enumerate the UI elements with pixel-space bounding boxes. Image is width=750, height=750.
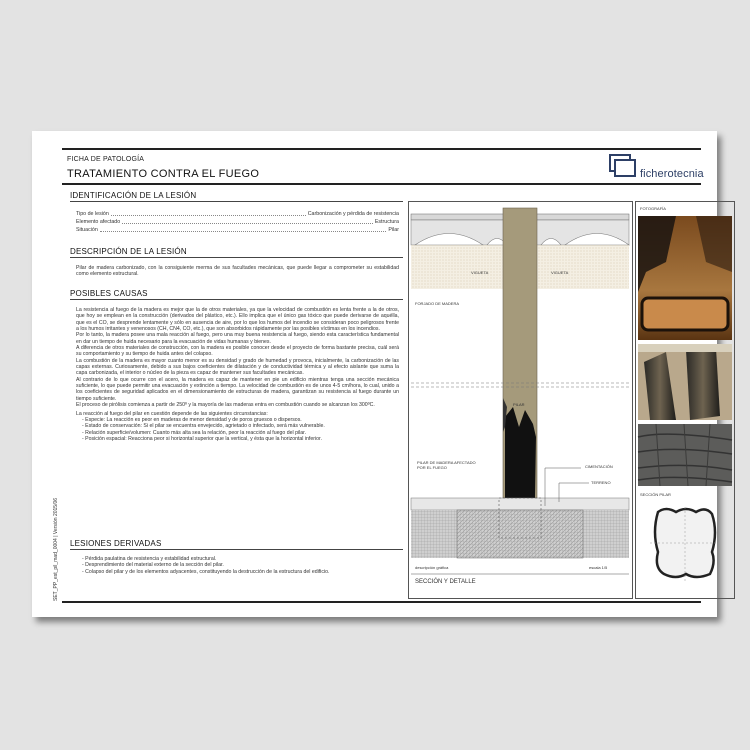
- photos-svg: [636, 202, 734, 598]
- photo-carbon-texture: [638, 424, 732, 486]
- section-heading-descripcion: DESCRIPCIÓN DE LA LESIÓN: [70, 247, 403, 258]
- descripcion-text: Pilar de madera carbonizado, con la consiguiente merma de sus facultades mecánicas, que puede llegar a comprometer su estabilidad como elemento estructural.: [76, 265, 399, 278]
- section-drawing: [409, 202, 632, 598]
- bottom-rule: [62, 601, 701, 603]
- title-rule: [62, 183, 701, 185]
- causas-paragraph: A diferencia de otros materiales de construcción, con la madera es posible conocer desde el proyecto de forma bastante precisa, cuál será su comportamiento y su tiempo de huida antes del colapso.: [76, 345, 399, 358]
- info-row-elemento: [76, 219, 399, 225]
- row-value: Carbonización y pérdida de resistencia: [307, 211, 399, 217]
- lesiones-text: [76, 556, 399, 575]
- row-value: Estructura: [374, 219, 399, 225]
- causas-paragraph: Por lo tanto, la madera posee una mala reacción al fuego, pero una muy buena resistencia al fuego, siendo esta característica fundamental en dar un tiempo de huida necesario para la evacuación de vidas humanas y bienes.: [76, 332, 399, 345]
- pillar-section-sketch: [650, 507, 720, 582]
- photo-column: [635, 201, 735, 599]
- list-item: - Posición espacial: Reacciona peor si horizontal superior que la vertical, y ésta que la horizontal inferior.: [82, 436, 399, 442]
- label-cimentacion: CIMENTACIÓN: [585, 464, 613, 469]
- label-forjado: FORJADO DE MADERA: [415, 301, 460, 306]
- list-item: - Estado de conservación: Si el pilar se encuentra envejecido, agrietado o infectado, será más vulnerable.: [82, 423, 399, 429]
- document-title: TRATAMIENTO CONTRA EL FUEGO: [67, 168, 260, 180]
- row-value: Pilar: [388, 227, 399, 233]
- causas-paragraph: Al contrario de lo que ocurre con el acero, la madera es capaz de mantener en pie un edificio mientras tenga una sección mecánica suficiente, lo que puede permitir una evacuación y extinción a tiempo. La velocidad de combustión es de unos 4-5 cm/hora, lo cual, unido a los coeficientes de seguridad aplicados en el dimensionamiento de estructuras de madera, garantizan su resistencia al fuego durante un tiempo suficiente.: [76, 376, 399, 402]
- list-item: - Desprendimiento del material externo de la sección del pilar.: [82, 562, 399, 568]
- list-item: - Relación superficie/volumen: Cuanto más alta sea la relación, peor la reacción al fuego del pilar.: [82, 430, 399, 436]
- section-drawing-frame: [408, 201, 633, 599]
- sheet-type-label: FICHA DE PATOLOGÍA: [67, 156, 145, 163]
- label-terreno: TERRENO: [591, 480, 611, 485]
- causas-paragraph: El proceso de pirólisis comienza a partir de 250º y la mayoría de las maderas entra en combustión cuando se alcanzan los 300ºC.: [76, 402, 375, 409]
- causas-paragraph: La resistencia al fuego de la madera es mejor que la de otros materiales, ya que la velocidad de combustión es lenta frente a la de otros, que hoy se emplean en la construcción (derivados del plástico, etc.). Ello implica que el único gas tóxico que puede derivarse de aquélla, que es el CO, se desprende lentamente y sólo en ausencia de aire, por lo que los humos del incendio se consideran poco peligrosos frente a los humos irritantes y venenosos (CH, CN4, CO, etc.), que son absorbidos rápidamente por las posibles víctimas en los incendios.: [76, 307, 399, 333]
- list-item: - Especie: La reacción es peor en maderas de menor densidad y de poros gruesos o dispersos.: [82, 417, 399, 423]
- info-row-tipo: [76, 211, 399, 217]
- section-heading-causas: POSIBLES CAUSAS: [70, 289, 403, 300]
- logo-text: ficherotecnia: [640, 168, 704, 180]
- causas-paragraph: La reacción al fuego del pilar en cuestión depende de las siguientes circunstancias:: [76, 410, 268, 417]
- label-escala: escala 1/5: [589, 565, 608, 570]
- info-row-situacion: [76, 227, 399, 233]
- row-label: Elemento afectado: [76, 219, 121, 225]
- section-heading-identificacion: IDENTIFICACIÓN DE LA LESIÓN: [70, 191, 403, 202]
- photo-charred-timber: [638, 344, 732, 420]
- section-heading-lesiones: LESIONES DERIVADAS: [70, 539, 403, 550]
- label-pilar: PILAR: [513, 402, 525, 407]
- document-sheet: [32, 131, 717, 617]
- label-fotografia: FOTOGRAFÍA: [640, 206, 666, 211]
- causas-list: [76, 417, 399, 442]
- row-label: Tipo de lesión: [76, 211, 109, 217]
- left-column: [70, 189, 406, 609]
- label-vigueta-right: VIGUETA: [551, 270, 569, 275]
- label-vigueta-left: VIGUETA: [471, 270, 489, 275]
- list-item: - Pérdida paulatina de resistencia y estabilidad estructural.: [82, 556, 399, 562]
- label-descripcion-grafica: descripción gráfica: [415, 565, 449, 570]
- causas-paragraph: La combustión de la madera es mayor cuanto menor es su densidad y grado de humedad y provoca, inicialmente, la carbonización de las capas externas. Curiosamente, debido a sus bajos coeficientes de dilatación y de conductividad térmica y al efecto aislante que suma la capa carbonizada, el interior o núcleo de la pieza es capaz de mantener sus facultades mecánicas.: [76, 357, 399, 377]
- label-seccion-pilar: SECCIÓN PILAR: [640, 492, 671, 497]
- photo-burnt-beam: [638, 216, 732, 340]
- drawing-caption: SECCIÓN Y DETALLE: [415, 579, 476, 585]
- lesiones-list: [76, 556, 399, 575]
- label-pilar-afectado: PILAR DE MADERA AFECTADO POR EL FUEGO: [417, 460, 476, 470]
- row-label: Situación: [76, 227, 98, 233]
- top-rule: [62, 148, 701, 150]
- causas-text: [76, 307, 399, 442]
- side-code: SET_PP_est_pil_mad_0004 | Versión 2015/06: [53, 497, 59, 601]
- list-item: - Colapso del pilar y de los elementos adyacentes, constituyendo la destrucción de la estructura del edificio.: [82, 569, 399, 575]
